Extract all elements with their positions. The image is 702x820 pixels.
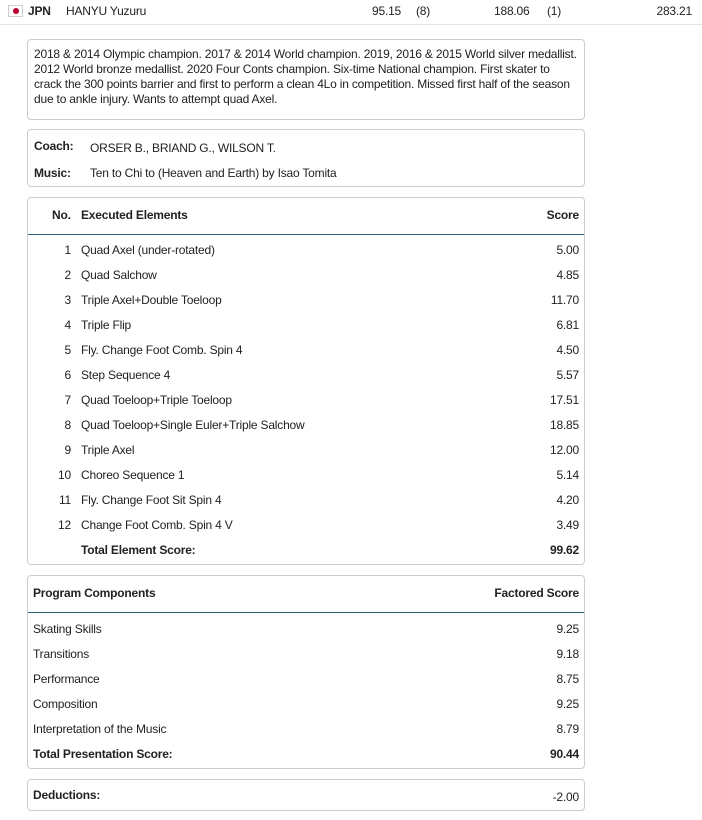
element-number: 12 — [58, 518, 71, 532]
element-number: 5 — [64, 343, 71, 357]
deductions-panel — [27, 779, 585, 811]
element-number: 6 — [64, 368, 71, 382]
free-skate-score: 188.06 — [494, 4, 530, 18]
skater-bio: 2018 & 2014 Olympic champion. 2017 & 2014 World champion. 2019, 2016 & 2015 World silver medallist. 2012 World bronze medallist. 2020 Four Conts champion. Six-time National champion. First skater to crack the 300 points barrier and first to perform a clean 4Lo in competition. Missed first half of the season due to ankle injury. Wants to attempt quad Axel. — [27, 39, 585, 120]
element-name: Quad Toeloop+Triple Toeloop — [81, 393, 232, 407]
element-name: Triple Flip — [81, 318, 132, 332]
element-score: 17.51 — [549, 393, 579, 407]
element-score: 12.00 — [549, 443, 579, 457]
header-program-components: Program Components — [33, 586, 156, 600]
component-row — [28, 667, 584, 692]
skater-name: HANYU Yuzuru — [66, 4, 147, 18]
element-name: Triple Axel+Double Toeloop — [81, 293, 222, 307]
element-name: Fly. Change Foot Comb. Spin 4 — [81, 343, 243, 357]
music-label: Music: — [34, 166, 71, 180]
element-row — [28, 463, 584, 488]
element-score: 6.81 — [556, 318, 579, 332]
components-table-header — [28, 576, 584, 613]
element-score: 3.49 — [556, 518, 579, 532]
element-score: 4.85 — [556, 268, 579, 282]
element-number: 10 — [58, 468, 71, 482]
element-name: Change Foot Comb. Spin 4 V — [81, 518, 233, 532]
element-name: Triple Axel — [81, 443, 135, 457]
deductions-value: -2.00 — [552, 790, 579, 804]
element-score: 18.85 — [549, 418, 579, 432]
element-row — [28, 363, 584, 388]
element-number: 11 — [58, 493, 71, 507]
element-number: 7 — [64, 393, 71, 407]
element-row — [28, 288, 584, 313]
element-name: Quad Toeloop+Single Euler+Triple Salchow — [81, 418, 305, 432]
component-score: 8.79 — [556, 722, 579, 736]
nation-code: JPN — [28, 4, 51, 18]
component-score: 9.25 — [556, 697, 579, 711]
component-score: 8.75 — [556, 672, 579, 686]
element-name: Choreo Sequence 1 — [81, 468, 185, 482]
executed-elements-table — [27, 197, 585, 565]
header-executed-elements: Executed Elements — [81, 208, 188, 222]
header-factored-score: Factored Score — [494, 586, 579, 600]
element-row — [28, 438, 584, 463]
component-name: Transitions — [33, 647, 90, 661]
element-number: 8 — [64, 418, 71, 432]
program-components-table — [27, 575, 585, 769]
element-row — [28, 263, 584, 288]
element-name: Fly. Change Foot Sit Spin 4 — [81, 493, 222, 507]
coach-label: Coach: — [34, 139, 74, 153]
element-score: 5.57 — [556, 368, 579, 382]
element-number: 9 — [64, 443, 71, 457]
element-name: Quad Axel (under-rotated) — [81, 243, 215, 257]
header-score: Score — [546, 208, 579, 222]
element-row — [28, 388, 584, 413]
component-row — [28, 692, 584, 717]
component-name: Composition — [33, 697, 98, 711]
component-row — [28, 717, 584, 742]
coach-music-panel — [27, 129, 585, 187]
total-element-score-value: 99.62 — [549, 543, 579, 557]
element-score: 4.20 — [556, 493, 579, 507]
element-score: 5.14 — [556, 468, 579, 482]
short-program-rank: (8) — [416, 4, 431, 18]
total-score: 283.21 — [656, 4, 692, 18]
total-element-score-label: Total Element Score: — [81, 543, 196, 557]
element-row — [28, 513, 584, 538]
elements-table-header — [28, 198, 584, 235]
music-value: Ten to Chi to (Heaven and Earth) by Isao Tomita — [90, 166, 337, 180]
free-skate-rank: (1) — [547, 4, 562, 18]
element-row — [28, 488, 584, 513]
element-score: 5.00 — [556, 243, 579, 257]
component-row — [28, 642, 584, 667]
element-number: 1 — [64, 243, 71, 257]
component-name: Interpretation of the Music — [33, 722, 167, 736]
total-presentation-score-row — [28, 742, 584, 767]
element-number: 3 — [64, 293, 71, 307]
skater-summary-row[interactable] — [0, 0, 702, 25]
short-program-score: 95.15 — [372, 4, 402, 18]
coach-value: ORSER B., BRIAND G., WILSON T. — [90, 141, 276, 155]
japan-flag-icon — [8, 5, 23, 17]
total-element-score-row — [28, 538, 584, 563]
element-name: Quad Salchow — [81, 268, 157, 282]
element-row — [28, 338, 584, 363]
element-number: 2 — [64, 268, 71, 282]
component-row — [28, 617, 584, 642]
element-row — [28, 313, 584, 338]
header-no: No. — [52, 208, 71, 222]
component-name: Skating Skills — [33, 622, 102, 636]
element-number: 4 — [64, 318, 71, 332]
component-name: Performance — [33, 672, 100, 686]
element-score: 11.70 — [550, 293, 579, 307]
component-score: 9.18 — [556, 647, 579, 661]
element-row — [28, 413, 584, 438]
deductions-label: Deductions: — [33, 788, 101, 802]
total-presentation-score-value: 90.44 — [549, 747, 579, 761]
component-score: 9.25 — [556, 622, 579, 636]
element-name: Step Sequence 4 — [81, 368, 171, 382]
total-presentation-score-label: Total Presentation Score: — [33, 747, 173, 761]
element-score: 4.50 — [556, 343, 579, 357]
element-row — [28, 238, 584, 263]
